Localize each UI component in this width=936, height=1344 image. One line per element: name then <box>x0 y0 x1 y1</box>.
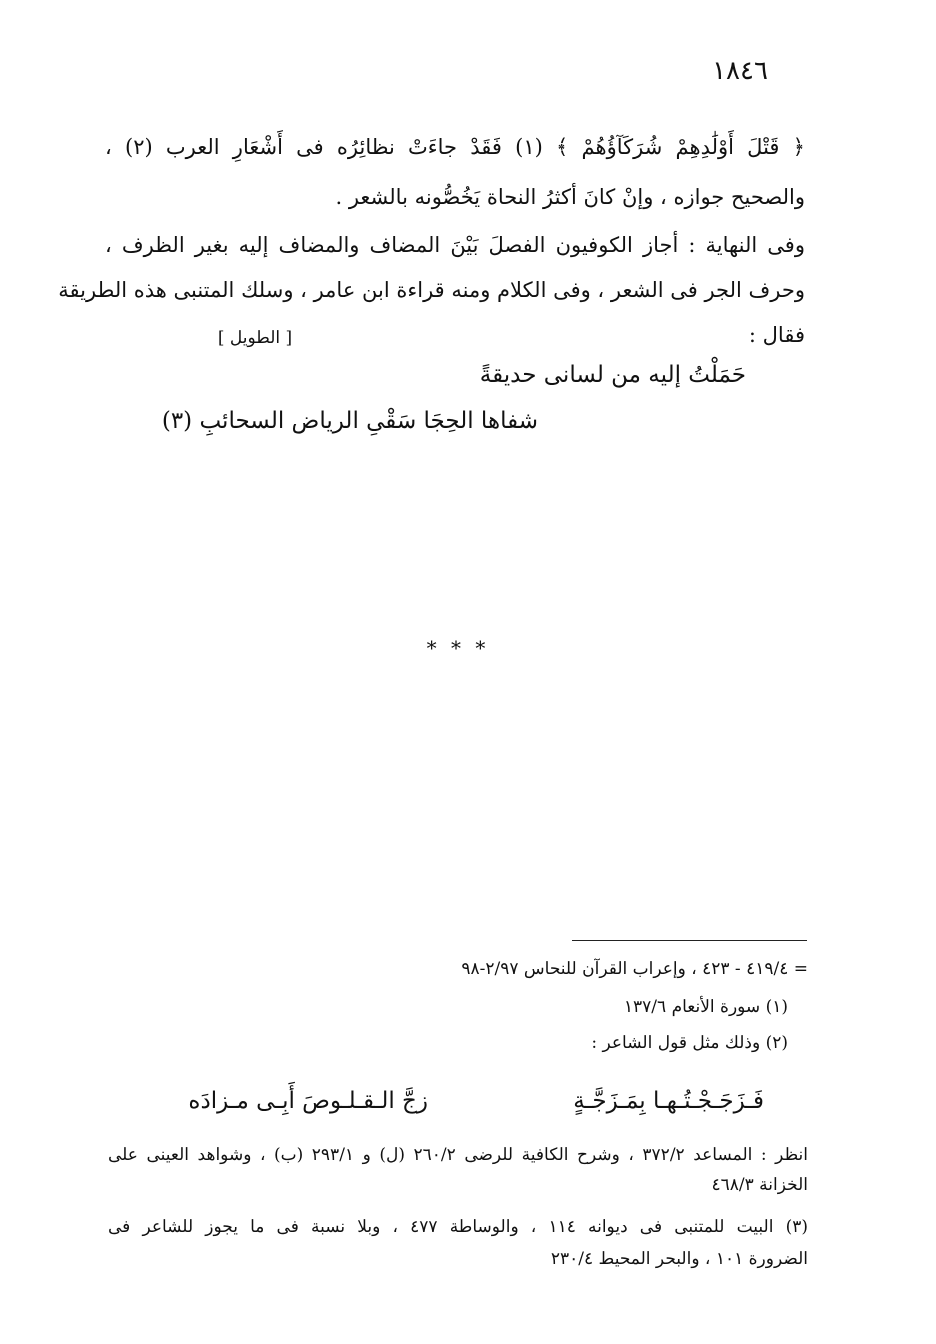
footnote-continuation: = ٤١٩/٤ - ٤٢٣ ، وإعراب القرآن للنحاس ٢/٩٧-٩٨ <box>461 959 808 979</box>
footnote-divider <box>572 940 807 941</box>
footnote-3-line-1: (٣) البيت للمتنبى فى ديوانه ١١٤ ، والوساطة ٤٧٧ ، وبلا نسبة فى ما يجوز للشاعر فى <box>108 1217 808 1237</box>
footnote-2-verse-second-hemistich: زجَّ الـقـلـوصَ أَبِـى مـزادَه <box>188 1088 428 1114</box>
poem-hemistich-2: شفاها الحِجَا سَقْىِ الرياض السحائبِ (٣) <box>161 408 538 434</box>
poem-hemistich-1: حَمَلْتُ إليه من لسانى حديقةً <box>479 362 746 388</box>
body-line-3: وفى النهاية : أجاز الكوفيون الفصلَ بَيْنَ المضاف والمضاف إليه بغير الظرف ، <box>105 233 805 257</box>
footnote-2-references-line-1: انظر : المساعد ٣٧٢/٢ ، وشرح الكافية للرضى ٢٦٠/٢ (ل) و ٢٩٣/١ (ب) ، وشواهد العينى على <box>108 1145 808 1165</box>
footnote-2-verse-first-hemistich: فَـزَجَـجْـتُـهـا بِمَـزَجَّـةٍ <box>573 1088 764 1114</box>
poetic-meter-label: [ الطويل ] <box>217 328 293 348</box>
page-number: ١٨٤٦ <box>712 56 768 86</box>
footnote-2-references-line-2: الخزانة ٤٦٨/٣ <box>711 1175 808 1195</box>
section-separator: * * * <box>426 636 490 660</box>
body-line-4: وحرف الجر فى الشعر ، وفى الكلام ومنه قراءة ابن عامر ، وسلك المتنبى هذه الطريقة <box>58 278 805 302</box>
footnote-2-intro: (٢) وذلك مثل قول الشاعر : <box>591 1033 788 1053</box>
body-line-5: فقال : <box>748 323 805 347</box>
footnote-3-line-2: الضرورة ١٠١ ، والبحر المحيط ٢٣٠/٤ <box>550 1249 808 1269</box>
body-line-1: ﴿ قَتْلَ أَوْلَٰدِهِمْ شُرَكَآؤُهُمْ ﴾ (١) فَقَدْ جاءَتْ نظائِرُه فى أَشْعَارِ العرب (٢) ، <box>105 135 805 159</box>
footnote-1: (١) سورة الأنعام ١٣٧/٦ <box>623 997 788 1017</box>
body-line-2: والصحيح جوازه ، وإنْ كانَ أكثرُ النحاة يَخُصُّونه بالشعر . <box>335 185 805 209</box>
